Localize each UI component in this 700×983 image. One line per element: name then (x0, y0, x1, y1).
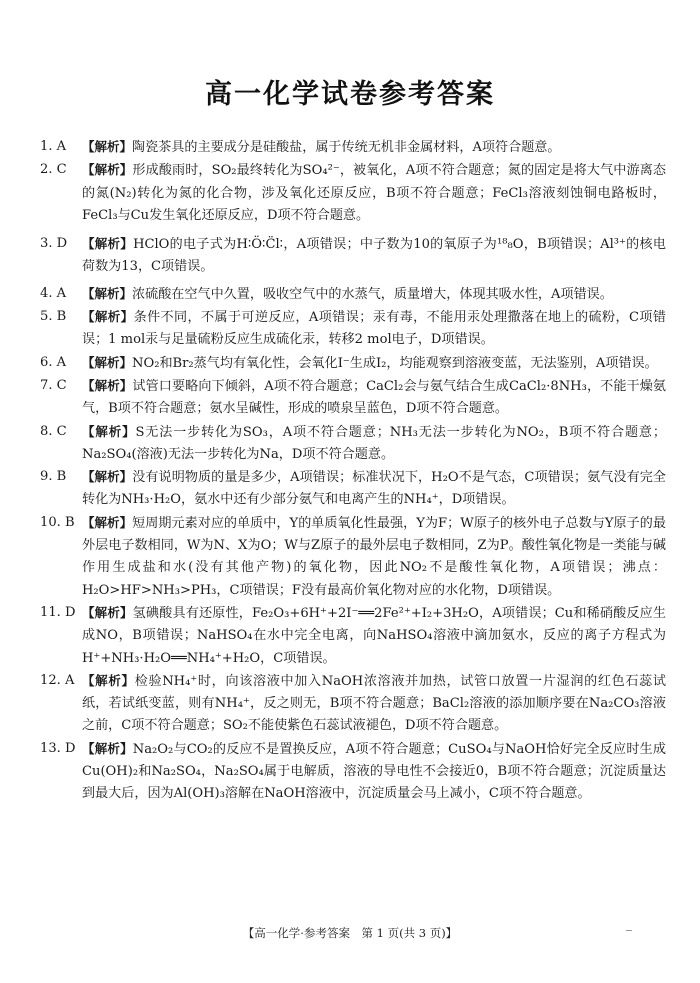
analysis-tag: 【解析】 (82, 236, 134, 252)
answer-item (40, 602, 666, 670)
answer-explanation (82, 352, 666, 375)
answer-explanation (82, 738, 666, 806)
analysis-tag: 【解析】 (82, 740, 133, 756)
analysis-tag: 【解析】 (82, 469, 133, 485)
answer-explanation (82, 233, 666, 279)
answer-number: 1. A (40, 139, 67, 154)
answer-number: 11. D (40, 604, 76, 620)
answer-explanation (82, 512, 666, 602)
answer-explanation (82, 136, 666, 159)
answer-number: 10. B (40, 514, 75, 530)
answer-text: Na₂O₂与CO₂的反应不是置换反应，A项不符合题意；CuSO₄与NaOH恰好完全反应时生成Cu(OH)₂和Na₂SO₄，Na₂SO₄属于电解质，溶液的导电性不会接近0，B项不符合题意；沉淀质量达到最大后，因为Al(OH)₃溶解在NaOH溶液中，沉淀质量会马上减小，C项不符合题意。 (82, 741, 666, 802)
answer-number: 12. A (40, 672, 75, 688)
answer-number: 2. C (40, 162, 67, 178)
answer-item (40, 738, 666, 806)
answer-text: 氢碘酸具有还原性，Fe₂O₃+6H⁺+2I⁻══2Fe²⁺+I₂+3H₂O，A项错误；Cu和稀硝酸反应生成NO，B项错误；NaHSO₄在水中完全电离，向NaHSO₄溶液中滴加氨水，反应的离子方程式为H⁺+NH₃·H₂O══NH₄⁺+H₂O，C项错误。 (82, 605, 666, 666)
analysis-tag: 【解析】 (82, 423, 136, 439)
analysis-tag: 【解析】 (82, 285, 133, 301)
answer-item (40, 466, 666, 512)
answer-explanation (82, 670, 666, 738)
answer-text: 短周期元素对应的单质中，Y的单质氧化性最强，Y为F；W原子的核外电子总数与Y原子的最外层电子数相同，W为N、X为O；W与Z原子的最外层电子数相同，Z为P。酸性氧化物是一类能与碱作用生成盐和水(没有其他产物)的氧化物，因此NO₂不是酸性氧化物，A项错误；沸点：H₂O>HF>NH₃>PH₃，C项错误；F没有最高价氧化物对应的水化物，D项错误。 (82, 515, 666, 598)
answer-number: 6. A (40, 354, 67, 370)
answer-item (40, 375, 666, 421)
answer-explanation (82, 159, 666, 227)
answer-text: 条件不同，不属于可逆反应，A项错误；汞有毒，不能用汞处理撒落在地上的硫粉，C项错误；1 mol汞与足量硫粉反应生成硫化汞，转移2 mol电子，D项错误。 (82, 310, 666, 348)
answer-number: 7. C (40, 377, 67, 393)
answer-item (40, 306, 666, 352)
answer-explanation (82, 602, 666, 670)
answer-explanation (82, 306, 666, 352)
answer-number: 4. A (40, 285, 67, 301)
answer-text: S无法一步转化为SO₃，A项不符合题意；NH₃无法一步转化为NO₂，B项不符合题意；Na₂SO₄(溶液)无法一步转化为Na，D项不符合题意。 (82, 424, 666, 462)
answer-text: 检验NH₄⁺时，向该溶液中加入NaOH浓溶液并加热，试管口放置一片湿润的红色石蕊试纸，若试纸变蓝，则有NH₄⁺，反之则无，B项不符合题意；BaCl₂溶液的添加顺序要在Na₂CO₃溶液之前，C项不符合题意；SO₂不能使紫色石蕊试液褪色，D项不符合题意。 (82, 673, 666, 734)
analysis-tag: 【解析】 (82, 309, 134, 325)
answer-text: HClO的电子式为H∶Ö∶C̈l∶，A项错误；中子数为10的氧原子为¹⁸₈O，B项错误；Al³⁺的核电荷数为13，C项错误。 (82, 237, 666, 275)
answer-text: 陶瓷茶具的主要成分是硅酸盐，属于传统无机非金属材料，A项符合题意。 (132, 140, 561, 155)
answer-text: 浓硫酸在空气中久置，吸收空气中的水蒸气，质量增大，体现其吸水性，A项错误。 (132, 286, 613, 302)
answer-list (40, 136, 666, 806)
analysis-tag: 【解析】 (82, 604, 133, 620)
analysis-tag: 【解析】 (82, 139, 133, 154)
answer-number: 13. D (40, 740, 76, 756)
answer-number: 5. B (40, 309, 67, 325)
answer-text: NO₂和Br₂蒸气均有氧化性，会氧化I⁻生成I₂，均能观察到溶液变蓝，无法鉴别，A项错误。 (132, 355, 658, 371)
analysis-tag: 【解析】 (82, 377, 133, 393)
answer-number: 8. C (40, 423, 67, 439)
answer-item (40, 670, 666, 738)
page-footer: 【高一化学·参考答案 第 1 页(共 3 页)】 (242, 926, 458, 940)
analysis-tag: 【解析】 (82, 514, 133, 530)
answer-number: 9. B (40, 469, 67, 485)
corner-mark (626, 930, 632, 931)
analysis-tag: 【解析】 (82, 162, 133, 178)
answer-item (40, 136, 666, 159)
answer-explanation (82, 466, 666, 512)
analysis-tag: 【解析】 (82, 672, 135, 688)
answer-number: 3. D (40, 236, 68, 252)
answer-item (40, 283, 666, 306)
page-title: 高一化学试卷参考答案 (205, 79, 495, 110)
answer-item (40, 352, 666, 375)
answer-text: 没有说明物质的量是多少，A项错误；标准状况下，H₂O不是气态，C项错误；氨气没有完全转化为NH₃·H₂O，氨水中还有少部分氨气和电离产生的NH₄⁺，D项错误。 (82, 470, 666, 508)
answer-text: 试管口要略向下倾斜，A项不符合题意；CaCl₂会与氨气结合生成CaCl₂·8NH₃，不能干燥氨气，B项不符合题意；氨水呈碱性，形成的喷泉呈蓝色，D项不符合题意。 (82, 378, 666, 417)
analysis-tag: 【解析】 (82, 354, 133, 370)
answer-item (40, 421, 666, 467)
answer-explanation (82, 421, 666, 467)
answer-item (40, 159, 666, 227)
answer-text: 形成酸雨时，SO₂最终转化为SO₄²⁻，被氧化，A项不符合题意；氮的固定是将大气中游离态的氮(N₂)转化为氮的化合物，涉及氧化还原反应，B项不符合题意；FeCl₃溶液刻蚀铜电路板时，FeCl₃与Cu发生氧化还原反应，D项不符合题意。 (82, 163, 666, 223)
answer-item (40, 233, 666, 279)
answer-item (40, 512, 666, 602)
answer-explanation (82, 283, 666, 306)
answer-explanation (82, 375, 666, 421)
